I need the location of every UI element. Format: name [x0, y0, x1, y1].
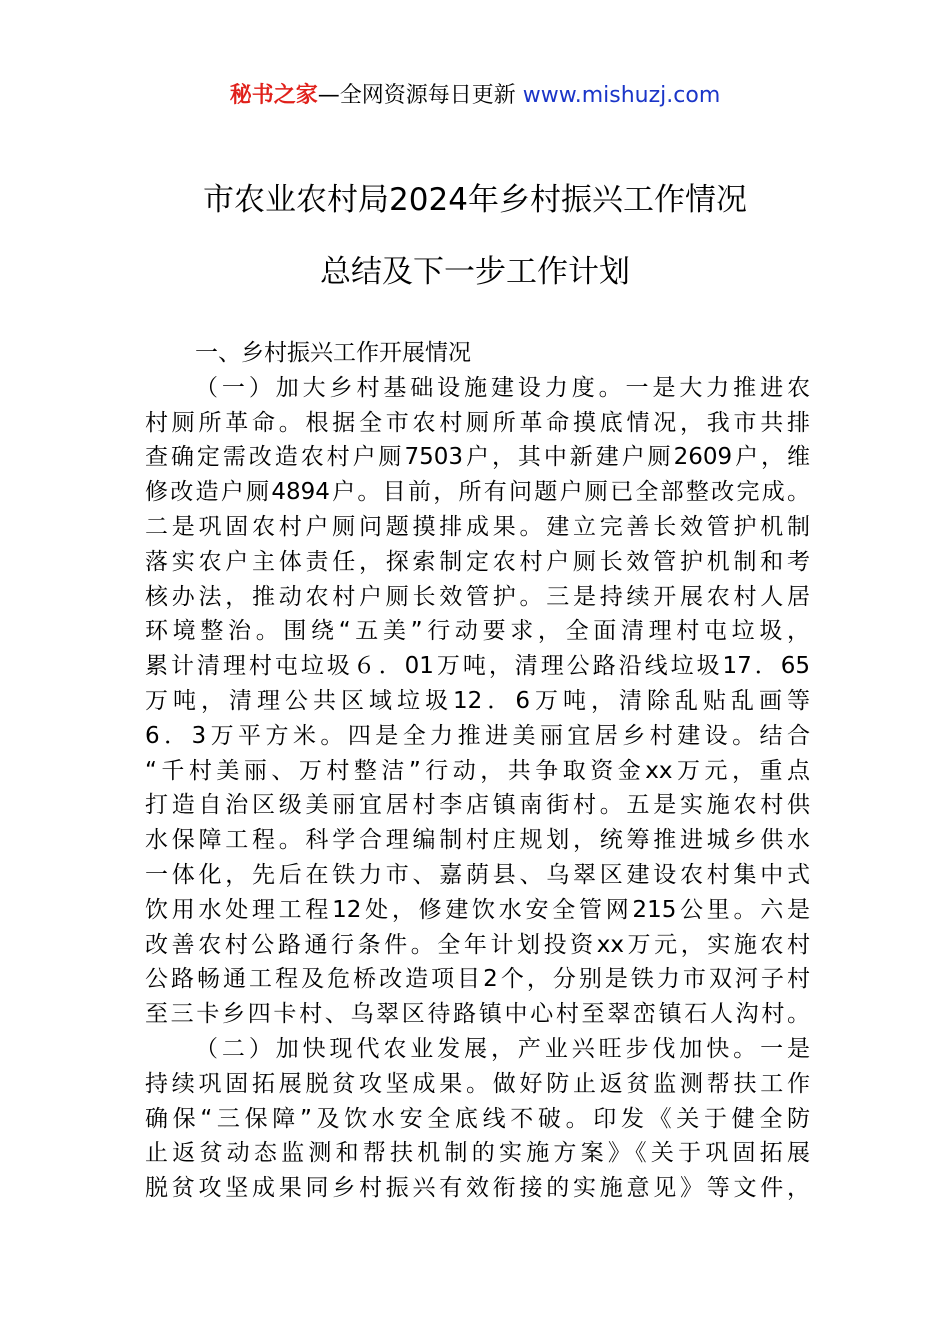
paragraph-line: “千村美丽、万村整洁”行动，共争取资金xx万元，重点	[145, 757, 810, 784]
paragraph-line: 查确定需改造农村户厕7503户，其中新建户厕2609户，维	[145, 444, 810, 471]
paragraph-line: 环境整治。围绕“五美”行动要求，全面清理村屯垃圾，	[145, 618, 810, 645]
document-title-line-1: 市农业农村局2024年乡村振兴工作情况	[203, 182, 747, 218]
paragraph-line: 止返贫动态监测和帮扶机制的实施方案》《关于巩固拓展	[145, 1140, 810, 1167]
paragraph-line: 一体化，先后在铁力市、嘉荫县、乌翠区建设农村集中式	[145, 861, 810, 888]
paragraph-line: 公路畅通工程及危桥改造项目2个，分别是铁力市双河子村	[145, 966, 810, 993]
paragraph-line: （一）加大乡村基础设施建设力度。一是大力推进农	[195, 374, 810, 401]
site-header	[0, 80, 950, 112]
paragraph-line: 持续巩固拓展脱贫攻坚成果。做好防止返贫监测帮扶工作	[145, 1070, 810, 1097]
paragraph-line: 村厕所革命。根据全市农村厕所革命摸底情况，我市共排	[145, 409, 810, 436]
paragraph-line: 饮用水处理工程12处，修建饮水安全管网215公里。六是	[145, 896, 810, 923]
section-heading: 一、乡村振兴工作开展情况	[195, 340, 471, 366]
paragraph-line: 二是巩固农村户厕问题摸排成果。建立完善长效管护机制	[145, 513, 810, 540]
brand-name: 秘书之家	[229, 83, 318, 108]
paragraph-line: （二）加快现代农业发展，产业兴旺步伐加快。一是	[195, 1035, 810, 1062]
site-url-link[interactable]: www.mishuzj.com	[522, 83, 721, 108]
paragraph-line: 打造自治区级美丽宜居村李店镇南街村。五是实施农村供	[145, 792, 810, 819]
paragraph-line: 万吨，清理公共区域垃圾12．6万吨，清除乱贴乱画等	[145, 687, 810, 714]
paragraph-line: 累计清理村屯垃圾６．01万吨，清理公路沿线垃圾17．65	[145, 653, 810, 680]
paragraph-line: 确保“三保障”及饮水安全底线不破。印发《关于健全防	[145, 1105, 810, 1132]
paragraph-line: 修改造户厕4894户。目前，所有问题户厕已全部整改完成。	[145, 479, 810, 506]
paragraph-line: 改善农村公路通行条件。全年计划投资xx万元，实施农村	[145, 931, 810, 958]
document-body	[145, 336, 810, 1206]
paragraph-line: 核办法，推动农村户厕长效管护。三是持续开展农村人居	[145, 583, 810, 610]
header-tagline: —全网资源每日更新	[317, 83, 516, 108]
paragraph-line: 落实农户主体责任，探索制定农村户厕长效管护机制和考	[145, 548, 810, 575]
paragraph-line: 6．3万平方米。四是全力推进美丽宜居乡村建设。结合	[145, 722, 810, 749]
paragraph-line: 水保障工程。科学合理编制村庄规划，统筹推进城乡供水	[145, 827, 810, 854]
paragraph-line: 脱贫攻坚成果同乡村振兴有效衔接的实施意见》等文件，	[145, 1175, 810, 1202]
document-title-line-2: 总结及下一步工作计划	[320, 254, 630, 290]
paragraph-line: 至三卡乡四卡村、乌翠区待路镇中心村至翠峦镇石人沟村。	[145, 1001, 810, 1028]
